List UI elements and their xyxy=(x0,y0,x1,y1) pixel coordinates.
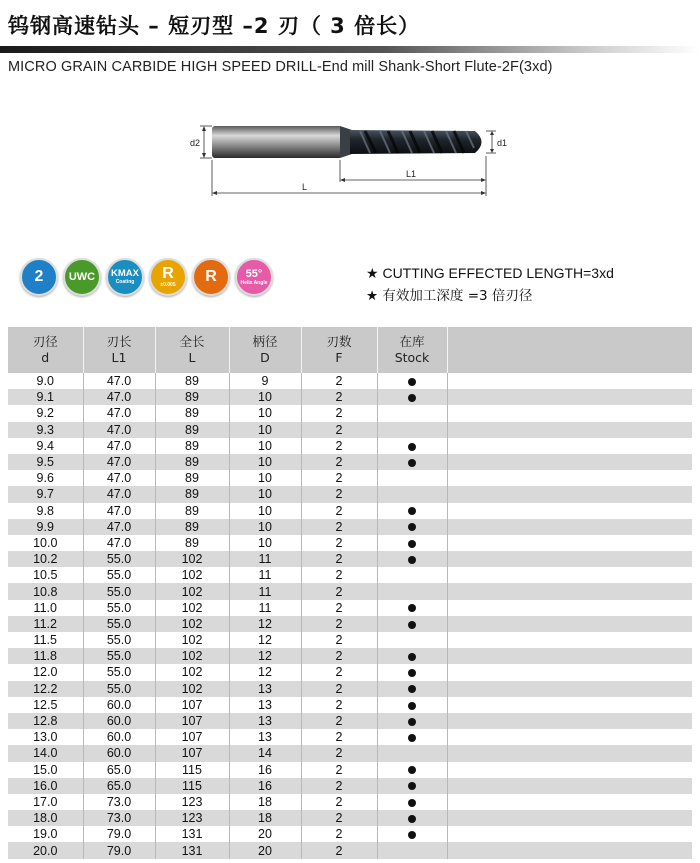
table-cell: 2 xyxy=(301,519,377,535)
table-row xyxy=(8,503,692,519)
table-cell: 16 xyxy=(229,762,301,778)
stock-cell xyxy=(377,373,447,389)
table-cell: 10.0 xyxy=(8,535,83,551)
table-row xyxy=(8,794,692,810)
table-cell: 20.0 xyxy=(8,842,83,858)
l1-label: L1 xyxy=(406,169,417,179)
table-cell: 65.0 xyxy=(83,762,155,778)
stock-cell xyxy=(377,389,447,405)
table-cell: 11.5 xyxy=(8,632,83,648)
table-row xyxy=(8,405,692,421)
table-cell: 89 xyxy=(155,503,229,519)
table-cell-empty xyxy=(447,842,692,858)
table-cell-empty xyxy=(447,616,692,632)
table-cell: 13 xyxy=(229,697,301,713)
in-stock-dot-icon xyxy=(408,443,416,451)
table-cell: 73.0 xyxy=(83,810,155,826)
table-header-row xyxy=(8,327,692,373)
table-cell: 79.0 xyxy=(83,842,155,858)
table-cell: 2 xyxy=(301,632,377,648)
table-row xyxy=(8,438,692,454)
table-cell: 9.3 xyxy=(8,422,83,438)
stock-cell xyxy=(377,762,447,778)
stock-cell xyxy=(377,794,447,810)
table-cell-empty xyxy=(447,438,692,454)
stock-cell xyxy=(377,422,447,438)
table-cell-empty xyxy=(447,551,692,567)
table-cell: 2 xyxy=(301,567,377,583)
table-cell: 9.9 xyxy=(8,519,83,535)
in-stock-dot-icon xyxy=(408,685,416,693)
table-cell: 12 xyxy=(229,616,301,632)
in-stock-dot-icon xyxy=(408,669,416,677)
stock-cell xyxy=(377,503,447,519)
table-cell: 12 xyxy=(229,632,301,648)
in-stock-dot-icon xyxy=(408,734,416,742)
table-cell: 107 xyxy=(155,697,229,713)
table-cell: 89 xyxy=(155,373,229,389)
stock-cell xyxy=(377,810,447,826)
table-cell: 102 xyxy=(155,551,229,567)
in-stock-dot-icon xyxy=(408,507,416,515)
table-cell: 10.5 xyxy=(8,567,83,583)
in-stock-dot-icon xyxy=(408,782,416,790)
table-cell: 107 xyxy=(155,729,229,745)
table-cell: 47.0 xyxy=(83,454,155,470)
page-title-en: MICRO GRAIN CARBIDE HIGH SPEED DRILL-End mill Shank-Short Flute-2F(3xd) xyxy=(8,59,553,75)
table-cell: 2 xyxy=(301,454,377,470)
table-cell-empty xyxy=(447,697,692,713)
table-cell: 13.0 xyxy=(8,729,83,745)
table-cell-empty xyxy=(447,405,692,421)
d1-label: d1 xyxy=(497,138,508,148)
table-cell: 123 xyxy=(155,810,229,826)
tolerance-badge: R ±0.005 xyxy=(149,258,187,296)
table-cell: 11 xyxy=(229,567,301,583)
stock-cell xyxy=(377,616,447,632)
page-title-cn: 钨钢高速钻头 – 短刃型 –2 刃（ 3 倍长） xyxy=(8,14,421,38)
table-cell-empty xyxy=(447,600,692,616)
stock-cell xyxy=(377,632,447,648)
table-cell: 16.0 xyxy=(8,778,83,794)
table-cell: 11.0 xyxy=(8,600,83,616)
table-cell: 60.0 xyxy=(83,697,155,713)
table-cell: 11.2 xyxy=(8,616,83,632)
table-cell: 65.0 xyxy=(83,778,155,794)
column-header: 刃数 F xyxy=(301,327,377,373)
star-icon: ★ xyxy=(366,265,379,281)
table-cell: 89 xyxy=(155,535,229,551)
stock-cell xyxy=(377,681,447,697)
table-cell: 2 xyxy=(301,810,377,826)
table-cell: 9.8 xyxy=(8,503,83,519)
table-cell: 2 xyxy=(301,551,377,567)
table-cell: 2 xyxy=(301,389,377,405)
table-row xyxy=(8,632,692,648)
table-cell: 2 xyxy=(301,422,377,438)
table-row xyxy=(8,616,692,632)
in-stock-dot-icon xyxy=(408,540,416,548)
table-cell: 12.0 xyxy=(8,664,83,680)
table-cell: 12.8 xyxy=(8,713,83,729)
table-cell: 9.1 xyxy=(8,389,83,405)
table-cell: 10 xyxy=(229,519,301,535)
table-cell: 2 xyxy=(301,470,377,486)
table-cell: 60.0 xyxy=(83,729,155,745)
table-cell: 47.0 xyxy=(83,422,155,438)
kmax-coating-badge: KMAX Coating xyxy=(106,258,144,296)
table-cell: 10 xyxy=(229,503,301,519)
table-cell-empty xyxy=(447,664,692,680)
table-cell: 9.2 xyxy=(8,405,83,421)
table-cell: 10.8 xyxy=(8,583,83,599)
table-cell-empty xyxy=(447,535,692,551)
table-cell-empty xyxy=(447,632,692,648)
table-cell: 55.0 xyxy=(83,600,155,616)
column-header: 刃径 d xyxy=(8,327,83,373)
table-cell: 9.6 xyxy=(8,470,83,486)
table-cell: 131 xyxy=(155,842,229,858)
in-stock-dot-icon xyxy=(408,604,416,612)
table-body xyxy=(8,373,692,859)
cutting-length-note-cn: ★ 有效加工深度 =3 倍刃径 xyxy=(366,288,533,304)
table-cell-empty xyxy=(447,713,692,729)
table-row xyxy=(8,486,692,502)
table-row xyxy=(8,535,692,551)
radius-badge: R xyxy=(192,258,230,296)
table-cell: 89 xyxy=(155,422,229,438)
in-stock-dot-icon xyxy=(408,718,416,726)
table-cell: 10 xyxy=(229,405,301,421)
table-cell: 102 xyxy=(155,583,229,599)
table-cell: 123 xyxy=(155,794,229,810)
cutting-length-note-en: ★ CUTTING EFFECTED LENGTH=3xd xyxy=(366,265,614,281)
table-cell-empty xyxy=(447,794,692,810)
table-row xyxy=(8,697,692,713)
table-cell: 55.0 xyxy=(83,664,155,680)
in-stock-dot-icon xyxy=(408,653,416,661)
table-cell: 2 xyxy=(301,745,377,761)
table-cell: 47.0 xyxy=(83,389,155,405)
table-cell-empty xyxy=(447,826,692,842)
table-cell: 2 xyxy=(301,373,377,389)
column-header: 全长 L xyxy=(155,327,229,373)
table-cell: 60.0 xyxy=(83,713,155,729)
table-cell: 12.2 xyxy=(8,681,83,697)
table-cell: 55.0 xyxy=(83,567,155,583)
stock-cell xyxy=(377,486,447,502)
stock-cell xyxy=(377,826,447,842)
stock-cell xyxy=(377,778,447,794)
table-cell: 16 xyxy=(229,778,301,794)
table-cell: 79.0 xyxy=(83,826,155,842)
table-row xyxy=(8,745,692,761)
table-cell-empty xyxy=(447,648,692,664)
table-cell: 47.0 xyxy=(83,519,155,535)
in-stock-dot-icon xyxy=(408,702,416,710)
table-cell-empty xyxy=(447,762,692,778)
table-cell: 17.0 xyxy=(8,794,83,810)
table-cell: 9 xyxy=(229,373,301,389)
table-cell: 2 xyxy=(301,405,377,421)
table-cell: 10.2 xyxy=(8,551,83,567)
table-cell-empty xyxy=(447,422,692,438)
table-cell-empty xyxy=(447,503,692,519)
star-icon: ★ xyxy=(366,288,379,304)
in-stock-dot-icon xyxy=(408,378,416,386)
table-cell: 115 xyxy=(155,778,229,794)
stock-cell xyxy=(377,567,447,583)
in-stock-dot-icon xyxy=(408,766,416,774)
table-cell: 2 xyxy=(301,762,377,778)
table-cell-empty xyxy=(447,810,692,826)
table-cell: 10 xyxy=(229,470,301,486)
stock-cell xyxy=(377,729,447,745)
table-cell: 47.0 xyxy=(83,535,155,551)
table-cell: 2 xyxy=(301,794,377,810)
table-cell: 11 xyxy=(229,583,301,599)
table-cell: 2 xyxy=(301,583,377,599)
table-cell: 11 xyxy=(229,600,301,616)
table-row xyxy=(8,422,692,438)
table-cell-empty xyxy=(447,745,692,761)
stock-cell xyxy=(377,697,447,713)
table-cell: 89 xyxy=(155,470,229,486)
table-cell: 55.0 xyxy=(83,551,155,567)
table-cell: 115 xyxy=(155,762,229,778)
stock-cell xyxy=(377,454,447,470)
in-stock-dot-icon xyxy=(408,556,416,564)
table-cell: 18.0 xyxy=(8,810,83,826)
table-cell: 131 xyxy=(155,826,229,842)
table-cell-empty xyxy=(447,583,692,599)
drill-spec-table xyxy=(8,327,692,859)
table-cell-empty xyxy=(447,486,692,502)
two-flute-badge: 2 xyxy=(20,258,58,296)
table-row xyxy=(8,729,692,745)
column-header: 在库 Stock xyxy=(377,327,447,373)
table-cell-empty xyxy=(447,681,692,697)
table-cell: 10 xyxy=(229,438,301,454)
table-row xyxy=(8,810,692,826)
table-row xyxy=(8,664,692,680)
stock-cell xyxy=(377,648,447,664)
table-row xyxy=(8,600,692,616)
stock-cell xyxy=(377,664,447,680)
table-cell-empty xyxy=(447,454,692,470)
stock-cell xyxy=(377,713,447,729)
table-cell: 10 xyxy=(229,389,301,405)
table-cell: 89 xyxy=(155,486,229,502)
stock-cell xyxy=(377,470,447,486)
uwc-badge: UWC xyxy=(63,258,101,296)
table-row xyxy=(8,583,692,599)
table-cell: 2 xyxy=(301,600,377,616)
table-cell: 14.0 xyxy=(8,745,83,761)
table-cell: 2 xyxy=(301,713,377,729)
table-cell: 12 xyxy=(229,648,301,664)
stock-cell xyxy=(377,535,447,551)
table-cell: 9.5 xyxy=(8,454,83,470)
table-cell: 2 xyxy=(301,535,377,551)
table-cell: 102 xyxy=(155,600,229,616)
table-cell: 2 xyxy=(301,697,377,713)
helix-angle-badge: 55° Helix Angle xyxy=(235,258,273,296)
table-row xyxy=(8,681,692,697)
table-cell: 2 xyxy=(301,503,377,519)
table-cell: 60.0 xyxy=(83,745,155,761)
table-cell: 20 xyxy=(229,826,301,842)
table-cell: 107 xyxy=(155,745,229,761)
table-row xyxy=(8,389,692,405)
drill-shank xyxy=(212,126,342,158)
feature-badges xyxy=(20,258,280,300)
in-stock-dot-icon xyxy=(408,815,416,823)
table-cell: 13 xyxy=(229,681,301,697)
table-cell: 2 xyxy=(301,681,377,697)
table-cell: 47.0 xyxy=(83,503,155,519)
d2-label: d2 xyxy=(190,138,201,148)
table-row xyxy=(8,778,692,794)
stock-cell xyxy=(377,583,447,599)
table-cell: 18 xyxy=(229,810,301,826)
table-cell: 10 xyxy=(229,454,301,470)
table-cell: 2 xyxy=(301,778,377,794)
table-row xyxy=(8,470,692,486)
table-cell: 20 xyxy=(229,842,301,858)
table-cell: 18 xyxy=(229,794,301,810)
table-cell: 47.0 xyxy=(83,486,155,502)
table-cell: 89 xyxy=(155,454,229,470)
table-cell: 102 xyxy=(155,664,229,680)
table-row xyxy=(8,762,692,778)
table-cell: 2 xyxy=(301,486,377,502)
table-row xyxy=(8,648,692,664)
title-underline-bar xyxy=(0,46,700,53)
table-cell: 2 xyxy=(301,616,377,632)
table-cell: 107 xyxy=(155,713,229,729)
stock-cell xyxy=(377,405,447,421)
table-cell-empty xyxy=(447,470,692,486)
stock-cell xyxy=(377,519,447,535)
table-row xyxy=(8,373,692,389)
table-cell: 2 xyxy=(301,842,377,858)
stock-cell xyxy=(377,551,447,567)
table-cell: 13 xyxy=(229,729,301,745)
table-cell: 89 xyxy=(155,519,229,535)
table-cell: 2 xyxy=(301,729,377,745)
table-cell: 73.0 xyxy=(83,794,155,810)
table-cell: 9.0 xyxy=(8,373,83,389)
table-cell: 13 xyxy=(229,713,301,729)
table-cell: 55.0 xyxy=(83,583,155,599)
stock-cell xyxy=(377,842,447,858)
table-row xyxy=(8,713,692,729)
table-cell-empty xyxy=(447,519,692,535)
table-cell: 47.0 xyxy=(83,405,155,421)
table-cell: 12 xyxy=(229,664,301,680)
stock-cell xyxy=(377,438,447,454)
stock-cell xyxy=(377,600,447,616)
table-cell: 11 xyxy=(229,551,301,567)
table-row xyxy=(8,519,692,535)
table-cell: 89 xyxy=(155,405,229,421)
table-row xyxy=(8,551,692,567)
table-cell: 55.0 xyxy=(83,681,155,697)
table-cell-empty xyxy=(447,729,692,745)
table-cell: 55.0 xyxy=(83,648,155,664)
table-cell: 9.4 xyxy=(8,438,83,454)
in-stock-dot-icon xyxy=(408,799,416,807)
table-cell: 2 xyxy=(301,664,377,680)
table-cell: 55.0 xyxy=(83,616,155,632)
l-label: L xyxy=(302,182,308,192)
table-row xyxy=(8,842,692,858)
in-stock-dot-icon xyxy=(408,621,416,629)
table-cell: 15.0 xyxy=(8,762,83,778)
table-cell-empty xyxy=(447,373,692,389)
table-cell: 55.0 xyxy=(83,632,155,648)
table-cell-empty xyxy=(447,778,692,794)
table-cell: 11.8 xyxy=(8,648,83,664)
table-cell: 102 xyxy=(155,616,229,632)
table-cell-empty xyxy=(447,389,692,405)
stock-cell xyxy=(377,745,447,761)
table-cell: 102 xyxy=(155,681,229,697)
table-cell: 102 xyxy=(155,632,229,648)
table-cell-empty xyxy=(447,567,692,583)
drill-dimension-drawing xyxy=(190,118,520,198)
table-cell: 9.7 xyxy=(8,486,83,502)
column-header: 柄径 D xyxy=(229,327,301,373)
table-cell: 2 xyxy=(301,438,377,454)
table-cell: 102 xyxy=(155,648,229,664)
table-cell: 47.0 xyxy=(83,373,155,389)
column-header xyxy=(447,327,692,373)
column-header: 刃长 L1 xyxy=(83,327,155,373)
in-stock-dot-icon xyxy=(408,394,416,402)
table-cell: 19.0 xyxy=(8,826,83,842)
in-stock-dot-icon xyxy=(408,459,416,467)
table-cell: 2 xyxy=(301,648,377,664)
table-cell: 12.5 xyxy=(8,697,83,713)
table-row xyxy=(8,567,692,583)
table-row xyxy=(8,454,692,470)
table-cell: 102 xyxy=(155,567,229,583)
table-cell: 47.0 xyxy=(83,470,155,486)
table-cell: 10 xyxy=(229,535,301,551)
in-stock-dot-icon xyxy=(408,831,416,839)
table-cell: 89 xyxy=(155,438,229,454)
table-cell: 14 xyxy=(229,745,301,761)
table-cell: 2 xyxy=(301,826,377,842)
table-cell: 47.0 xyxy=(83,438,155,454)
table-cell: 10 xyxy=(229,422,301,438)
table-row xyxy=(8,826,692,842)
table-cell: 89 xyxy=(155,389,229,405)
table-cell: 10 xyxy=(229,486,301,502)
in-stock-dot-icon xyxy=(408,523,416,531)
